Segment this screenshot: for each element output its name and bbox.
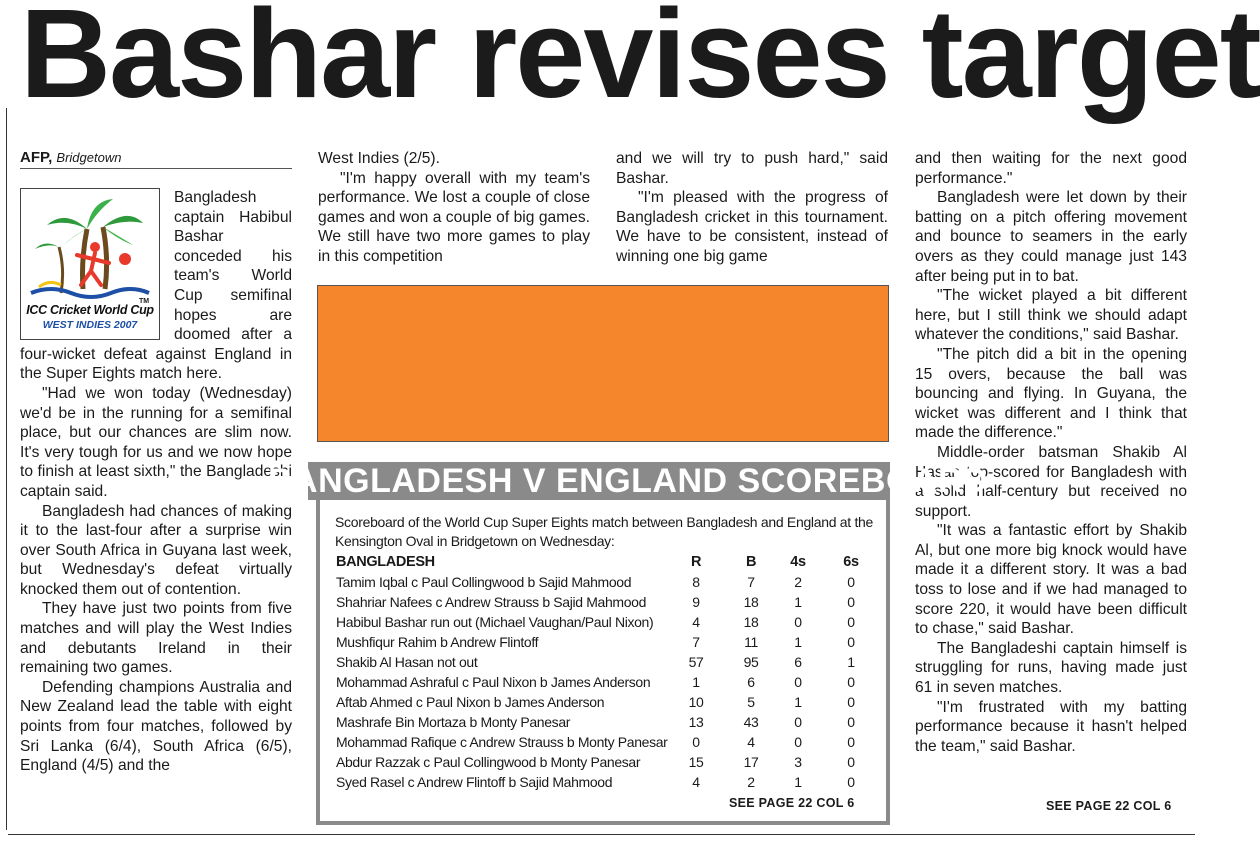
fours: 0 (794, 674, 802, 690)
balls: 4 (747, 734, 755, 750)
table-row (0, 772, 1215, 792)
fours: 3 (794, 754, 802, 770)
balls: 11 (744, 634, 758, 650)
fours: 6 (794, 654, 802, 670)
sixes: 0 (847, 754, 855, 770)
paragraph: "Had we won today (Wednesday) we'd be in the running for a semifinal place, but our chances are slim now. It's very tough for us and we now hope to finish at least sixth," the Bangladeshi captain said. (20, 384, 292, 500)
batsman: Mohammad Ashraful c Paul Nixon b James Anderson (336, 674, 651, 690)
paragraph: "I'm pleased with the progress of Bangladesh cricket in this tournament. We have to be consistent, instead of winning one big game (616, 189, 888, 265)
logo-subtitle: WEST INDIES 2007 (42, 319, 138, 331)
balls: 6 (747, 674, 755, 690)
batsman: Syed Rasel c Andrew Flintoff b Sajid Mahmood (336, 774, 613, 790)
balls: 18 (743, 594, 759, 610)
sixes: 0 (847, 734, 855, 750)
byline (20, 149, 292, 169)
paragraph: Defending champions Australia and New Zealand lead the table with eight points from four matches, followed by Sri Lanka (6/4), South Africa (6/5), England (4/5) and the (20, 678, 292, 775)
runs: 0 (692, 734, 700, 750)
sixes: 0 (847, 694, 855, 710)
paragraph: Bangladesh captain Habibul Bashar conceded his team's World Cup semifinal hopes are doomed after a four-wicket defeat against England in the Super Eights match here. (20, 189, 292, 383)
table-row (0, 692, 1215, 712)
balls-header: B (745, 554, 757, 570)
table-row (0, 672, 1215, 692)
batsman: Mashrafe Bin Mortaza b Monty Panesar (336, 714, 571, 730)
batsman: Tamim Iqbal c Paul Collingwood b Sajid Mahmood (336, 574, 632, 590)
sixes: 0 (847, 674, 855, 690)
article-column-3 (616, 149, 888, 267)
runs: 10 (688, 694, 704, 710)
article-column-2 (318, 149, 590, 267)
scoreboard-banner-text: BANGLADESH V ENGLAND SCOREBOARD (268, 462, 989, 500)
paragraph: "The wicket played a bit different here, but I still think we should adapt whatever the conditions," said Bashar. (915, 287, 1187, 344)
runs: 15 (688, 754, 704, 770)
bottom-rule (8, 834, 1195, 835)
paragraph: They have just two points from five matches and will play the West Indies and debutants Ireland in their remaining two games. (20, 600, 292, 677)
sixes: 0 (847, 614, 855, 630)
balls: 5 (747, 694, 755, 710)
batsman: Mohammad Rafique c Andrew Strauss b Monty Panesar (336, 734, 668, 750)
table-row (0, 612, 1215, 632)
balls: 18 (743, 614, 759, 630)
sixes: 0 (847, 774, 855, 790)
table-row (0, 632, 1215, 652)
batsman: Habibul Bashar run out (Michael Vaughan/Paul Nixon) (336, 614, 654, 630)
paragraph: Middle-order batsman Shakib Al Hasan top-scored for Bangladesh with a solid half-century but received no support. (915, 443, 1187, 520)
fours: 1 (794, 774, 802, 790)
runs: 57 (688, 654, 704, 670)
sixes: 0 (847, 594, 855, 610)
runs: 8 (692, 574, 700, 590)
runs: 4 (692, 614, 700, 630)
batsman: Shahriar Nafees c Andrew Strauss b Sajid Mahmood (336, 594, 647, 610)
balls: 7 (747, 574, 755, 590)
paragraph: "The pitch did a bit in the opening 15 overs, because the ball was bouncing and flying. In Guyana, the wicket was different and I think that made the difference." (915, 345, 1187, 442)
sixes: 0 (847, 634, 855, 650)
continued-note: SEE PAGE 22 COL 6 (1046, 799, 1172, 813)
table-row (0, 712, 1215, 732)
fours: 0 (794, 714, 802, 730)
table-row (0, 752, 1215, 772)
byline-place: Bridgetown (56, 150, 122, 165)
paragraph: and then waiting for the next good performance." (915, 150, 1187, 187)
scoreboard-banner (268, 462, 989, 500)
table-row (0, 732, 1215, 752)
table-row (0, 572, 1215, 592)
fours: 0 (794, 734, 802, 750)
batsman: Abdur Razzak c Paul Collingwood b Monty Panesar (336, 754, 641, 770)
batsman: Shakib Al Hasan not out (336, 654, 478, 670)
runs: 4 (692, 774, 700, 790)
balls: 95 (743, 654, 759, 670)
runs: 9 (692, 594, 700, 610)
scoreboard-intro: Scoreboard of the World Cup Super Eights match between Bangladesh and England at the Kensington Oval in Bridgetown on Wednesday: (335, 514, 874, 549)
runs: 13 (688, 714, 704, 730)
scoreboard-header-row (0, 552, 1215, 572)
paragraph: Bangladesh were let down by their batting on a pitch offering movement and bounce to seamers in the early overs as they could manage just 143 after being put in to bat. (915, 189, 1187, 285)
fours-header: 4s (790, 554, 806, 570)
photo-placeholder (317, 285, 889, 442)
fours: 1 (794, 694, 802, 710)
balls: 17 (743, 754, 759, 770)
table-row (0, 652, 1215, 672)
cricket-world-cup-logo-icon (20, 188, 160, 340)
fours: 0 (794, 614, 802, 630)
paragraph: "I'm frustrated with my batting performance because it hasn't helped the team," said Bashar. (915, 698, 1187, 755)
table-row (0, 592, 1215, 612)
fours: 1 (794, 594, 802, 610)
headline: Bashar revises target (20, 0, 1260, 124)
sixes-header: 6s (843, 554, 859, 570)
paragraph: "It was a fantastic effort by Shakib Al, but one more big knock would have made it a different story. It was a bad toss to lose and if we had managed to score 220, it would have been difficult to chase," said Bashar. (915, 522, 1187, 638)
paragraph: West Indies (2/5). (318, 150, 440, 167)
runs: 1 (692, 674, 700, 690)
batsman: Mushfiqur Rahim b Andrew Flintoff (336, 634, 539, 650)
fours: 1 (794, 634, 802, 650)
runs-header: R (690, 554, 702, 570)
scoreboard-continued-note: SEE PAGE 22 COL 6 (729, 796, 855, 810)
batsman: Aftab Ahmed c Paul Nixon b James Anderson (336, 694, 605, 710)
paragraph: Bangladesh had chances of making it to the last-four after a surprise win over South Africa in Guyana last week, but Wednesday's defeat virtually knocked them out of contention. (20, 502, 292, 598)
logo-trademark: TM (139, 298, 150, 305)
byline-agency: AFP, (20, 149, 53, 166)
team-name: BANGLADESH (336, 554, 435, 570)
sixes: 0 (847, 574, 855, 590)
logo-title: ICC Cricket World Cup (26, 303, 154, 317)
fours: 2 (794, 574, 802, 590)
paragraph: The Bangladeshi captain himself is struggling for runs, having made just 61 in seven matches. (915, 639, 1187, 697)
paragraph: and we will try to push hard," said Bashar. (616, 150, 888, 187)
balls: 2 (747, 774, 755, 790)
sixes: 0 (847, 714, 855, 730)
paragraph: "I'm happy overall with my team's performance. We lost a couple of close games and won a couple of big games. We still have two more games to play in this competition (318, 169, 590, 265)
sixes: 1 (847, 654, 855, 670)
balls: 43 (743, 714, 759, 730)
runs: 7 (692, 634, 700, 650)
